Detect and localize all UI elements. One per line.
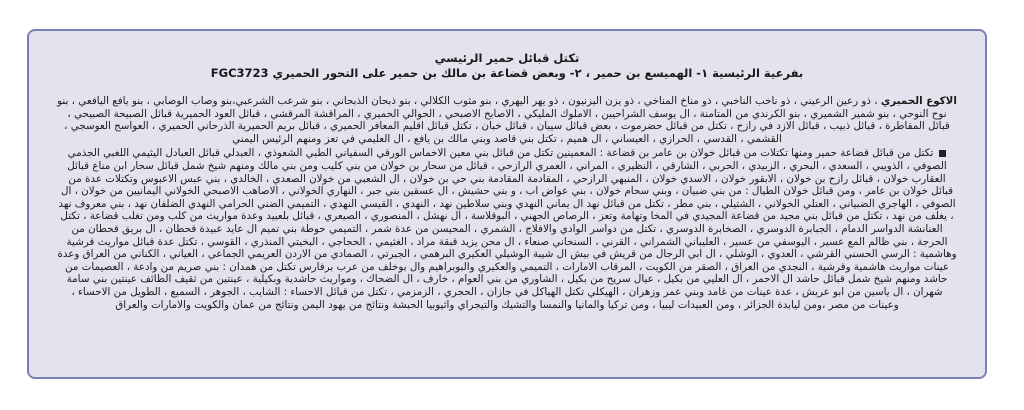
content-card (27, 29, 987, 379)
document-title: تكتل قبائل حمير الرئيسي (434, 51, 580, 65)
paragraph-qudaa-tribes (57, 147, 957, 311)
paragraph-body: تكتل من قبائل قضاعة حمير ومنها تكتلات من قبائل خولان بن عامر بن قضاعة : المعمينين تكتل من قبائل بني معين الاخماس الورقي السفياني الطبي الشعوذي ، العبدلي قبائل العبادل اليثيمي اللغبي الجذمي الصوفي ، الذويبي ، السعدي ، البحري ، الزبيدي ، الحربي ، الشارقي ، النظيري ، المراني ، العمري الرازحي ، قبائل من سحار بن خولان من بني كليب ومن بني مالك ومنهم شيخ شمل قبائل سحار ابن مناع قبائل العقارب خولان ، قبائل رازح بن خولان ، الابقور خولان ، الاسدي خولان ، المنبهي الرازحي ، المقادمة المقادمة بني حي بن خولان ، ال الشعبي من خولان الصعدي ، الخالدي ، بني عبس الاعبوس وتكتلات عدة من قبائل خولان بن عامر ، ومن قبائل خولان الطيال : من بني ضبيان ، وبني سحام خولان ، بني عواض اب ، و بني حشيش ، ال عسقين بني جبر ، النهاري الخولاني ، الاصاهب الاصبحي الخولاني اليمانيين من خولان ، ال الصوفي ، الهاجري الضبياني ، العتلي الخولاني ، الشتيلي ، بني مطر ، تكتل من قبائل نهد ال يماني النهدي وبني سلاطين نهد ، النهدي ، القيسي النهدي ، التميمي الضني الحرامي النهدي الضلفان نهد ، بني معروف نهد ، يغلف من نهد ، تكتل من قبائل بني مجيد من قضاعة المجيدي في المخا وتهامة وتعز ، الرصاص الجهني ، البوقلاسة ، ال نهشل ، المنصوري ، الصيعري ، قبائل بلعبيد وعدة مواريث من كلب ومن تغلب قضاعة ، تكتل العنانشة الدواسر الدمام ، الجبابرة الدوسري ، الصخابرة الدوسري ، تكتل من دواسر الوادي والافلاج ، الشمري ، المحيسن من عدة شمر ، التميمي حوطة بني تميم ال عايد عبيدة قحطان ، ال بريق قحطان من الحرجة ، بني ظالم المع عسير ، اليوسفي من عسير ، العليباني الشمراني ، القرني ، السنحاني صنعاء ، ال محن يزيد قبقة مراد ، الغثيمي ، الحجاجي ، البخيتي المنذري ، القوسي ، تكتل عدة قبائل مواريث قرشية وهاشمية : الرسي الحسني القرشي ، العدوي ، الوشلي ، ال ابي الرجال من قريش في بيش ال شيبة الوشيلي العكيري البرهمي ، الجبرتي ، الصمادي من الاردن العريمي الجماعي ، العياني ، الكناني من العراق وعدة عينات مواريث هاشمية وقرشية ، النجدي من العراق ، الصقر من الكويت ، المرقاب الامارات ، التميمي والعكيري والبوبراهيم وال بوخلف من عرب برفارس تكتل من همدان : بني صريم من وادعة ، العصيمات من حاشد ومنهم شيخ شمل قبائل حاشد ال الاحمر ، ال العليي من بكيل ، عيال سريح من بكيل ، الشاوري من بني العوام ، خارف ، ال الضحاك ، ومواريث حاشدية وبكيلية ، عينتين من ثقيف الطائف عينتين بني سامة شهران ، ال ياسين من ابو عريش ، عدة عينات من غامد وبني عمر وزهران ، الهيكلي تكتل الهياكل في جازان ، الحجري ، الزمزمي ، تكتل من قبائل الاحساء : الشايب ، الجوهر ، السميع ، الطويل من الاحساء ، وعينات من مصر ،ومن ليابدة الجزائر ، ومن العبيدات ليبيا ، ومن تركيا والمانيا والنمسا والتشيك والتيجراي واثيوبيا الحبشة ونتائج من يهود اليمن ونتائج من عمان والكويت والامارات والعراق (57, 147, 957, 311)
paragraph-body: ، ذو رعين الرعيني ، ذو ناخب الناخبي ، ذو مناخ المناخي ، ذو يزن اليزنيون ، ذو يهر اليهري ، بنو مثوب الكلالي ، بنو ذبحان الذبحاني ، بنو شرعب الشرعبي،بنو وصاب الوصابي ، بنو يافع اليافعي ، بنو نوح النوحي ، بنو شمير الشميري ، بنو الكرندي من المتامنة ، ال يوسف الشراحيبن ، الاملوك المليكي ، الاصابح الاصبحي ، الحوالي الحميري ، المراقشة المرقشي ، قبائل العود الحميرية قبائل الصبيحة الصبيحي ، قبائل المقاطرة ، قبائل ذبيب ، قبائل الازد في رازح ، تكتل من قبائل حضرموت ، بعض قبائل سيبان ، قبائل خبان ، تكتل قبائل اقليم المعافر الحميري ، قبائل بريم الحميرية الذرحاني الحميري ، العواسج العوسجي ، القشمي ، القدسي ، الحرازي ، العيساني ، ال هميم ، تكتل بني قاصد وبني مالك بن يافع ، ال العليمي في تعز ومنهم الرئيس اليمني (57, 95, 950, 145)
paragraph-lead: الاكوع الحميري (880, 95, 957, 107)
document-subtitle: بفرعية الرئيسية ١- الهميسع بن حمير ، ٢- وبعض قضاعة بن مالك بن حمير على التحور الحميري FGC3723 (210, 66, 804, 80)
square-bullet-icon (939, 150, 946, 157)
paragraph-himyar-tribes (57, 95, 957, 145)
